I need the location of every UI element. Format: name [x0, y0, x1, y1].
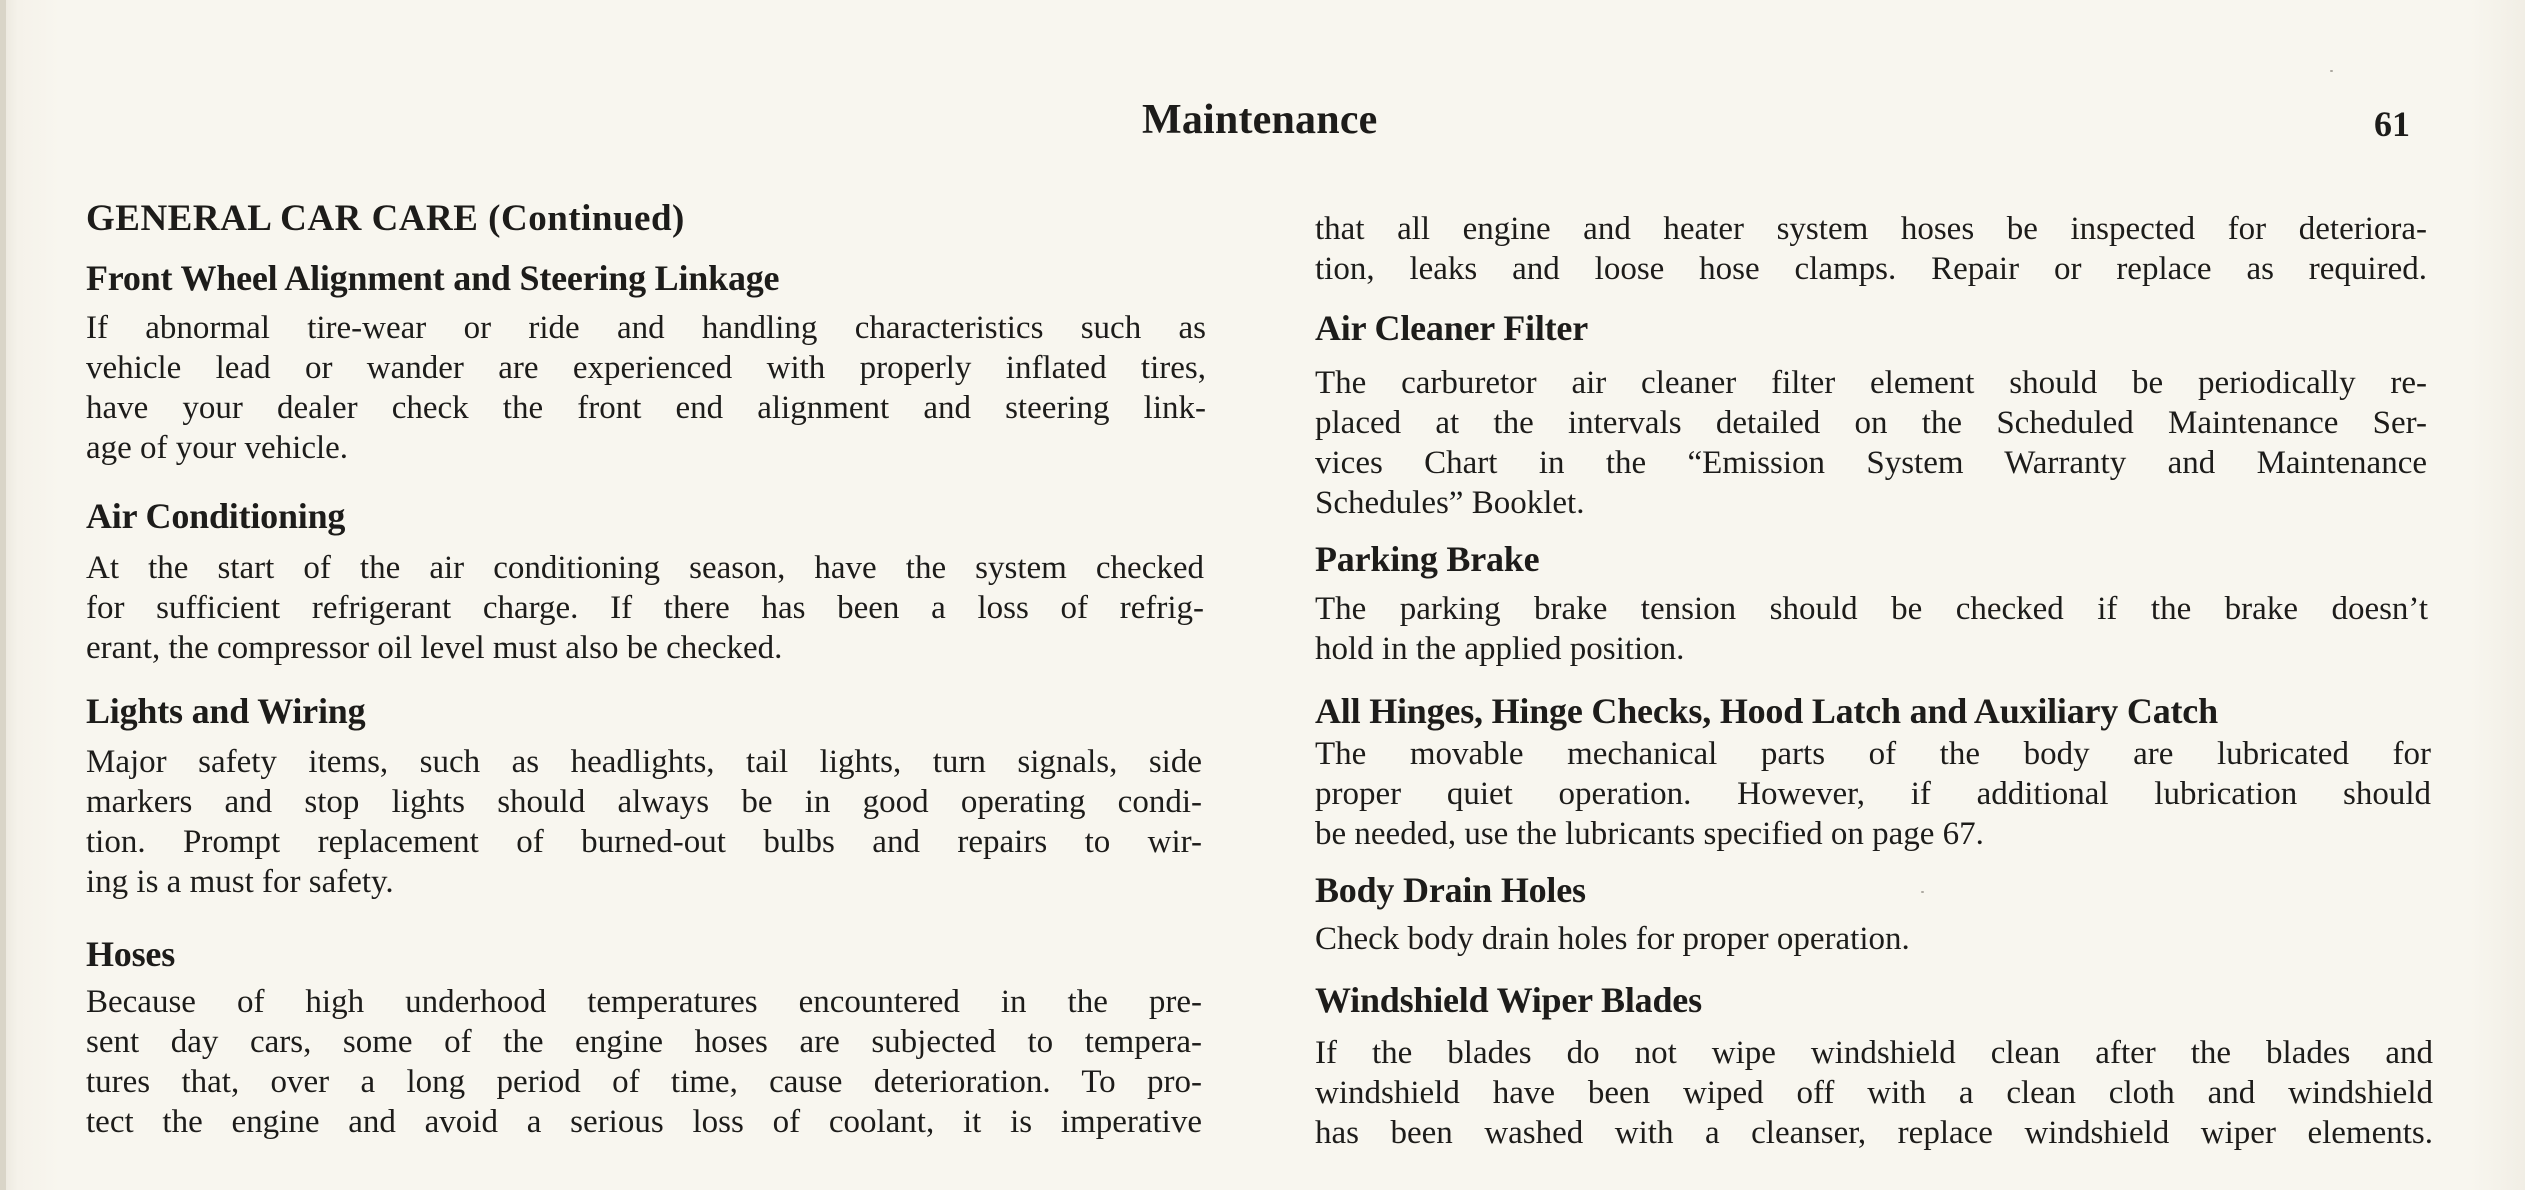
text-line: that all engine and heater system hoses be inspected for deteriora- [1315, 211, 2427, 247]
paragraph-hoses-continued [1315, 209, 2427, 289]
text-line: The carburetor air cleaner filter element should be periodically re- [1315, 365, 2427, 401]
heading-front-wheel-alignment: Front Wheel Alignment and Steering Linkage [86, 258, 780, 298]
paper-speck [1921, 891, 1924, 893]
text-line: has been washed with a cleanser, replace windshield wiper elements. [1315, 1115, 2433, 1151]
paragraph-all-hinges [1315, 734, 2431, 854]
text-line: sent day cars, some of the engine hoses are subjected to tempera- [86, 1024, 1202, 1060]
text-line: The parking brake tension should be checked if the brake doesn’t [1315, 591, 2428, 627]
text-line: Check body drain holes for proper operation. [1315, 921, 1910, 957]
text-line: be needed, use the lubricants specified on page 67. [1315, 816, 1984, 852]
paper-speck [2330, 70, 2333, 72]
text-line: tion. Prompt replacement of burned-out bulbs and repairs to wir- [86, 824, 1202, 860]
text-line: vehicle lead or wander are experienced with properly inflated tires, [86, 350, 1206, 386]
page-number: 61 [2374, 104, 2410, 144]
heading-air-cleaner-filter: Air Cleaner Filter [1315, 308, 1588, 348]
paragraph-parking-brake [1315, 589, 2428, 669]
text-line: Schedules” Booklet. [1315, 485, 1585, 521]
paragraph-windshield-wiper-blades [1315, 1033, 2433, 1153]
section-heading: GENERAL CAR CARE (Continued) [86, 198, 685, 239]
text-line: ing is a must for safety. [86, 864, 394, 900]
heading-body-drain-holes: Body Drain Holes [1315, 870, 1586, 910]
text-line: proper quiet operation. However, if additional lubrication should [1315, 776, 2431, 812]
text-line: erant, the compressor oil level must also be checked. [86, 630, 783, 666]
paragraph-air-conditioning [86, 548, 1204, 668]
text-line: If abnormal tire-wear or ride and handling characteristics such as [86, 310, 1206, 346]
text-line: have your dealer check the front end alignment and steering link- [86, 390, 1206, 426]
heading-parking-brake: Parking Brake [1315, 539, 1540, 579]
page-title: Maintenance [1142, 97, 1378, 143]
text-line: markers and stop lights should always be in good operating condi- [86, 784, 1202, 820]
text-line: The movable mechanical parts of the body are lubricated for [1315, 736, 2431, 772]
paragraph-air-cleaner-filter [1315, 363, 2427, 523]
text-line: placed at the intervals detailed on the Scheduled Maintenance Ser- [1315, 405, 2427, 441]
text-line: windshield have been wiped off with a clean cloth and windshield [1315, 1075, 2433, 1111]
paragraph-front-wheel-alignment [86, 308, 1206, 468]
text-line: tect the engine and avoid a serious loss of coolant, it is imperative [86, 1104, 1202, 1140]
heading-all-hinges: All Hinges, Hinge Checks, Hood Latch and Auxiliary Catch [1315, 691, 2218, 731]
paragraph-hoses [86, 982, 1202, 1142]
heading-air-conditioning: Air Conditioning [86, 496, 346, 536]
text-line: If the blades do not wipe windshield clean after the blades and [1315, 1035, 2433, 1071]
heading-lights-and-wiring: Lights and Wiring [86, 691, 366, 731]
heading-hoses: Hoses [86, 934, 176, 974]
page-gutter [0, 0, 6, 1190]
text-line: age of your vehicle. [86, 430, 349, 466]
text-line: for sufficient refrigerant charge. If there has been a loss of refrig- [86, 590, 1204, 626]
text-line: hold in the applied position. [1315, 631, 1685, 667]
text-line: Because of high underhood temperatures encountered in the pre- [86, 984, 1202, 1020]
text-line: At the start of the air conditioning season, have the system checked [86, 550, 1204, 586]
paragraph-body-drain-holes [1315, 919, 2431, 959]
text-line: tures that, over a long period of time, cause deterioration. To pro- [86, 1064, 1202, 1100]
heading-windshield-wiper-blades: Windshield Wiper Blades [1315, 980, 1702, 1020]
text-line: vices Chart in the “Emission System Warranty and Maintenance [1315, 445, 2427, 481]
paragraph-lights-and-wiring [86, 742, 1202, 902]
text-line: Major safety items, such as headlights, tail lights, turn signals, side [86, 744, 1202, 780]
text-line: tion, leaks and loose hose clamps. Repair or replace as required. [1315, 251, 2427, 287]
